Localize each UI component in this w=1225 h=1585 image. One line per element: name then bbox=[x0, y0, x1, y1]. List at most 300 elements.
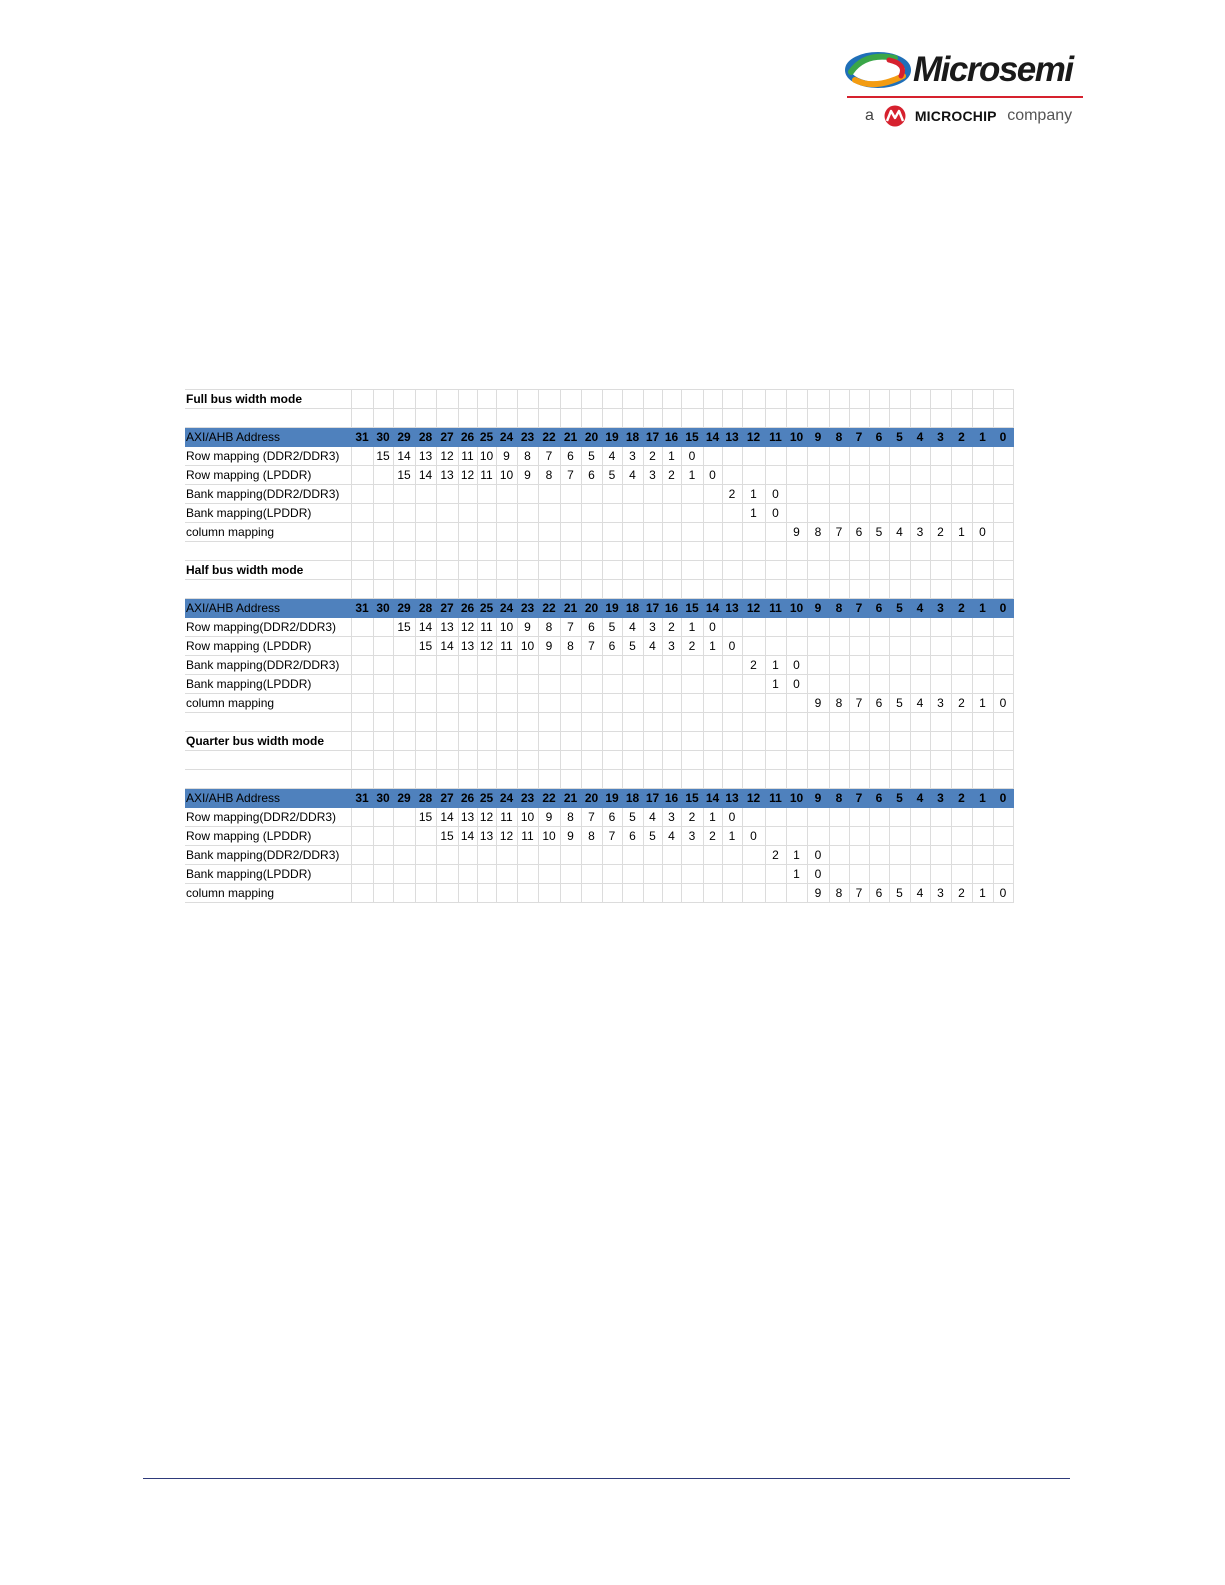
empty-cell bbox=[643, 732, 662, 751]
empty-cell bbox=[351, 770, 373, 789]
empty-cell bbox=[703, 523, 722, 542]
mapping-bit-value: 7 bbox=[581, 808, 602, 827]
empty-cell bbox=[951, 865, 972, 884]
address-bit-header: 30 bbox=[373, 428, 393, 447]
empty-cell bbox=[951, 485, 972, 504]
empty-cell bbox=[643, 751, 662, 770]
empty-cell bbox=[829, 751, 849, 770]
empty-cell bbox=[742, 808, 765, 827]
empty-cell bbox=[458, 770, 477, 789]
empty-cell bbox=[681, 846, 703, 865]
empty-cell bbox=[703, 751, 722, 770]
empty-cell bbox=[393, 751, 415, 770]
empty-cell bbox=[351, 694, 373, 713]
empty-cell bbox=[373, 523, 393, 542]
mapping-row-label: column mapping bbox=[185, 523, 351, 542]
mapping-row-label: Row mapping (LPDDR) bbox=[185, 827, 351, 846]
empty-cell bbox=[849, 656, 869, 675]
empty-cell bbox=[765, 751, 786, 770]
mapping-bit-value: 11 bbox=[496, 808, 517, 827]
empty-cell bbox=[477, 561, 496, 580]
address-bit-header: 1 bbox=[972, 428, 993, 447]
empty-cell bbox=[722, 770, 742, 789]
empty-cell bbox=[458, 542, 477, 561]
empty-cell bbox=[373, 656, 393, 675]
mapping-bit-value: 2 bbox=[662, 618, 681, 637]
empty-cell bbox=[889, 846, 910, 865]
empty-cell bbox=[477, 523, 496, 542]
empty-cell bbox=[496, 390, 517, 409]
mapping-bit-value: 6 bbox=[622, 827, 643, 846]
empty-cell bbox=[930, 580, 951, 599]
empty-cell bbox=[951, 542, 972, 561]
empty-cell bbox=[681, 485, 703, 504]
empty-cell bbox=[889, 580, 910, 599]
mapping-bit-value: 15 bbox=[393, 466, 415, 485]
empty-cell bbox=[869, 770, 889, 789]
empty-cell bbox=[477, 694, 496, 713]
empty-cell bbox=[622, 846, 643, 865]
empty-cell bbox=[581, 865, 602, 884]
mapping-bit-value: 11 bbox=[496, 637, 517, 656]
empty-cell bbox=[351, 580, 373, 599]
empty-cell bbox=[703, 504, 722, 523]
empty-cell bbox=[602, 504, 622, 523]
empty-cell bbox=[849, 770, 869, 789]
mapping-bit-value: 9 bbox=[807, 694, 829, 713]
address-bit-header: 18 bbox=[622, 789, 643, 808]
tagline-company: company bbox=[1007, 107, 1073, 124]
empty-cell bbox=[185, 770, 351, 789]
empty-cell bbox=[930, 713, 951, 732]
empty-cell bbox=[436, 713, 458, 732]
mapping-bit-value: 13 bbox=[415, 447, 436, 466]
mapping-bit-value: 0 bbox=[681, 447, 703, 466]
mapping-row-label: Bank mapping(DDR2/DDR3) bbox=[185, 485, 351, 504]
empty-cell bbox=[765, 447, 786, 466]
mapping-row bbox=[185, 827, 1013, 846]
empty-cell bbox=[436, 485, 458, 504]
address-header-row bbox=[185, 789, 1013, 808]
empty-cell bbox=[560, 694, 581, 713]
mapping-bit-value: 10 bbox=[496, 618, 517, 637]
mapping-row-label: Row mapping (LPDDR) bbox=[185, 637, 351, 656]
empty-cell bbox=[602, 390, 622, 409]
mapping-bit-value: 1 bbox=[972, 884, 993, 903]
empty-cell bbox=[373, 409, 393, 428]
empty-cell bbox=[538, 884, 560, 903]
empty-cell bbox=[765, 542, 786, 561]
address-bit-header: 22 bbox=[538, 599, 560, 618]
empty-cell bbox=[703, 846, 722, 865]
empty-cell bbox=[807, 580, 829, 599]
empty-cell bbox=[703, 694, 722, 713]
empty-cell bbox=[807, 827, 829, 846]
mapping-bit-value: 2 bbox=[742, 656, 765, 675]
empty-cell bbox=[538, 561, 560, 580]
mapping-bit-value: 4 bbox=[602, 447, 622, 466]
empty-cell bbox=[458, 561, 477, 580]
empty-cell bbox=[869, 751, 889, 770]
empty-cell bbox=[602, 884, 622, 903]
empty-cell bbox=[765, 618, 786, 637]
empty-cell bbox=[742, 637, 765, 656]
address-bit-header: 27 bbox=[436, 428, 458, 447]
mapping-bit-value: 8 bbox=[829, 884, 849, 903]
empty-cell bbox=[930, 542, 951, 561]
empty-cell bbox=[560, 409, 581, 428]
empty-cell bbox=[560, 732, 581, 751]
mapping-bit-value: 9 bbox=[517, 618, 538, 637]
empty-cell bbox=[643, 504, 662, 523]
empty-cell bbox=[742, 694, 765, 713]
address-bit-header: 25 bbox=[477, 789, 496, 808]
empty-cell bbox=[972, 827, 993, 846]
empty-cell bbox=[538, 580, 560, 599]
empty-cell bbox=[436, 561, 458, 580]
empty-cell bbox=[829, 656, 849, 675]
blank-row bbox=[185, 542, 1013, 561]
empty-cell bbox=[393, 713, 415, 732]
empty-cell bbox=[869, 504, 889, 523]
address-bit-header: 10 bbox=[786, 789, 807, 808]
empty-cell bbox=[930, 637, 951, 656]
empty-cell bbox=[786, 770, 807, 789]
empty-cell bbox=[722, 580, 742, 599]
mapping-bit-value: 0 bbox=[722, 808, 742, 827]
empty-cell bbox=[458, 485, 477, 504]
empty-cell bbox=[910, 637, 930, 656]
empty-cell bbox=[458, 523, 477, 542]
address-header-label: AXI/AHB Address bbox=[185, 428, 351, 447]
empty-cell bbox=[602, 846, 622, 865]
mapping-bit-value: 8 bbox=[538, 618, 560, 637]
empty-cell bbox=[643, 580, 662, 599]
empty-cell bbox=[849, 390, 869, 409]
empty-cell bbox=[829, 390, 849, 409]
mapping-bit-value: 10 bbox=[517, 808, 538, 827]
empty-cell bbox=[436, 656, 458, 675]
empty-cell bbox=[930, 561, 951, 580]
mapping-bit-value: 9 bbox=[560, 827, 581, 846]
mapping-bit-value: 4 bbox=[622, 466, 643, 485]
empty-cell bbox=[351, 561, 373, 580]
mapping-bit-value: 11 bbox=[517, 827, 538, 846]
empty-cell bbox=[393, 827, 415, 846]
empty-cell bbox=[538, 713, 560, 732]
empty-cell bbox=[951, 656, 972, 675]
empty-cell bbox=[602, 770, 622, 789]
empty-cell bbox=[517, 580, 538, 599]
address-bit-header: 30 bbox=[373, 789, 393, 808]
empty-cell bbox=[742, 390, 765, 409]
empty-cell bbox=[786, 466, 807, 485]
empty-cell bbox=[972, 504, 993, 523]
empty-cell bbox=[496, 675, 517, 694]
empty-cell bbox=[538, 409, 560, 428]
empty-cell bbox=[458, 390, 477, 409]
empty-cell bbox=[581, 580, 602, 599]
mapping-bit-value: 1 bbox=[951, 523, 972, 542]
empty-cell bbox=[681, 542, 703, 561]
empty-cell bbox=[622, 485, 643, 504]
empty-cell bbox=[993, 447, 1013, 466]
empty-cell bbox=[829, 713, 849, 732]
empty-cell bbox=[951, 770, 972, 789]
empty-cell bbox=[436, 770, 458, 789]
empty-cell bbox=[807, 656, 829, 675]
section-title-row bbox=[185, 561, 1013, 580]
mapping-bit-value: 0 bbox=[703, 466, 722, 485]
empty-cell bbox=[602, 409, 622, 428]
empty-cell bbox=[786, 409, 807, 428]
empty-cell bbox=[517, 751, 538, 770]
empty-cell bbox=[807, 713, 829, 732]
mapping-bit-value: 13 bbox=[458, 637, 477, 656]
empty-cell bbox=[786, 732, 807, 751]
empty-cell bbox=[703, 865, 722, 884]
mapping-row bbox=[185, 808, 1013, 827]
empty-cell bbox=[869, 637, 889, 656]
mapping-bit-value: 7 bbox=[829, 523, 849, 542]
empty-cell bbox=[538, 865, 560, 884]
empty-cell bbox=[765, 580, 786, 599]
empty-cell bbox=[351, 504, 373, 523]
empty-cell bbox=[930, 732, 951, 751]
empty-cell bbox=[869, 713, 889, 732]
empty-cell bbox=[807, 390, 829, 409]
mapping-bit-value: 2 bbox=[643, 447, 662, 466]
address-bit-header: 12 bbox=[742, 599, 765, 618]
empty-cell bbox=[351, 675, 373, 694]
empty-cell bbox=[681, 694, 703, 713]
empty-cell bbox=[560, 485, 581, 504]
empty-cell bbox=[662, 675, 681, 694]
mapping-row-label: Bank mapping(LPDDR) bbox=[185, 865, 351, 884]
empty-cell bbox=[786, 827, 807, 846]
empty-cell bbox=[807, 751, 829, 770]
mapping-row bbox=[185, 846, 1013, 865]
empty-cell bbox=[951, 732, 972, 751]
address-bit-header: 23 bbox=[517, 599, 538, 618]
empty-cell bbox=[393, 542, 415, 561]
empty-cell bbox=[807, 637, 829, 656]
mapping-bit-value: 1 bbox=[703, 808, 722, 827]
empty-cell bbox=[930, 770, 951, 789]
empty-cell bbox=[517, 865, 538, 884]
empty-cell bbox=[496, 884, 517, 903]
empty-cell bbox=[185, 409, 351, 428]
empty-cell bbox=[930, 390, 951, 409]
empty-cell bbox=[786, 637, 807, 656]
mapping-bit-value: 14 bbox=[415, 618, 436, 637]
address-bit-header: 17 bbox=[643, 428, 662, 447]
empty-cell bbox=[538, 846, 560, 865]
mapping-row bbox=[185, 637, 1013, 656]
mapping-bit-value: 10 bbox=[496, 466, 517, 485]
mapping-bit-value: 4 bbox=[889, 523, 910, 542]
empty-cell bbox=[910, 542, 930, 561]
empty-cell bbox=[496, 865, 517, 884]
empty-cell bbox=[662, 485, 681, 504]
address-bit-header: 14 bbox=[703, 599, 722, 618]
empty-cell bbox=[477, 865, 496, 884]
address-bit-header: 3 bbox=[930, 789, 951, 808]
mapping-bit-value: 1 bbox=[765, 656, 786, 675]
address-bit-header: 27 bbox=[436, 599, 458, 618]
empty-cell bbox=[458, 694, 477, 713]
empty-cell bbox=[786, 884, 807, 903]
mapping-bit-value: 11 bbox=[477, 466, 496, 485]
address-bit-header: 17 bbox=[643, 599, 662, 618]
empty-cell bbox=[477, 675, 496, 694]
empty-cell bbox=[477, 580, 496, 599]
empty-cell bbox=[722, 523, 742, 542]
mapping-bit-value: 1 bbox=[972, 694, 993, 713]
empty-cell bbox=[581, 770, 602, 789]
empty-cell bbox=[351, 751, 373, 770]
empty-cell bbox=[849, 618, 869, 637]
empty-cell bbox=[458, 504, 477, 523]
mapping-bit-value: 6 bbox=[560, 447, 581, 466]
empty-cell bbox=[910, 390, 930, 409]
empty-cell bbox=[765, 770, 786, 789]
address-bit-header: 29 bbox=[393, 599, 415, 618]
empty-cell bbox=[910, 447, 930, 466]
empty-cell bbox=[185, 580, 351, 599]
empty-cell bbox=[415, 485, 436, 504]
empty-cell bbox=[807, 485, 829, 504]
empty-cell bbox=[930, 656, 951, 675]
address-bit-header: 2 bbox=[951, 599, 972, 618]
empty-cell bbox=[930, 447, 951, 466]
mapping-bit-value: 4 bbox=[910, 694, 930, 713]
empty-cell bbox=[581, 751, 602, 770]
empty-cell bbox=[869, 618, 889, 637]
mapping-bit-value: 3 bbox=[662, 637, 681, 656]
empty-cell bbox=[351, 409, 373, 428]
mapping-bit-value: 6 bbox=[869, 884, 889, 903]
empty-cell bbox=[972, 770, 993, 789]
empty-cell bbox=[436, 523, 458, 542]
empty-cell bbox=[722, 751, 742, 770]
empty-cell bbox=[742, 846, 765, 865]
address-bit-header: 5 bbox=[889, 789, 910, 808]
empty-cell bbox=[436, 675, 458, 694]
empty-cell bbox=[662, 656, 681, 675]
mapping-bit-value: 3 bbox=[622, 447, 643, 466]
empty-cell bbox=[185, 713, 351, 732]
empty-cell bbox=[742, 618, 765, 637]
empty-cell bbox=[930, 618, 951, 637]
empty-cell bbox=[889, 637, 910, 656]
empty-cell bbox=[351, 485, 373, 504]
empty-cell bbox=[951, 466, 972, 485]
empty-cell bbox=[436, 732, 458, 751]
address-bit-header: 4 bbox=[910, 599, 930, 618]
empty-cell bbox=[993, 523, 1013, 542]
empty-cell bbox=[829, 637, 849, 656]
empty-cell bbox=[496, 846, 517, 865]
empty-cell bbox=[993, 865, 1013, 884]
empty-cell bbox=[496, 751, 517, 770]
empty-cell bbox=[602, 580, 622, 599]
empty-cell bbox=[742, 561, 765, 580]
empty-cell bbox=[807, 542, 829, 561]
empty-cell bbox=[951, 580, 972, 599]
address-bit-header: 12 bbox=[742, 789, 765, 808]
mapping-bit-value: 3 bbox=[681, 827, 703, 846]
address-bit-header: 31 bbox=[351, 599, 373, 618]
blank-row bbox=[185, 713, 1013, 732]
empty-cell bbox=[602, 542, 622, 561]
empty-cell bbox=[681, 504, 703, 523]
empty-cell bbox=[849, 751, 869, 770]
mapping-bit-value: 0 bbox=[993, 694, 1013, 713]
mapping-bit-value: 6 bbox=[602, 808, 622, 827]
empty-cell bbox=[910, 713, 930, 732]
empty-cell bbox=[829, 485, 849, 504]
empty-cell bbox=[889, 675, 910, 694]
empty-cell bbox=[972, 485, 993, 504]
empty-cell bbox=[972, 808, 993, 827]
empty-cell bbox=[829, 504, 849, 523]
empty-cell bbox=[786, 561, 807, 580]
empty-cell bbox=[910, 751, 930, 770]
address-bit-header: 7 bbox=[849, 789, 869, 808]
mapping-bit-value: 4 bbox=[622, 618, 643, 637]
empty-cell bbox=[869, 466, 889, 485]
empty-cell bbox=[436, 390, 458, 409]
mapping-bit-value: 8 bbox=[560, 637, 581, 656]
empty-cell bbox=[436, 884, 458, 903]
address-bit-header: 3 bbox=[930, 428, 951, 447]
empty-cell bbox=[849, 675, 869, 694]
mapping-bit-value: 8 bbox=[517, 447, 538, 466]
empty-cell bbox=[496, 770, 517, 789]
empty-cell bbox=[496, 561, 517, 580]
empty-cell bbox=[415, 675, 436, 694]
empty-cell bbox=[458, 675, 477, 694]
empty-cell bbox=[951, 751, 972, 770]
empty-cell bbox=[786, 485, 807, 504]
blank-row bbox=[185, 580, 1013, 599]
empty-cell bbox=[622, 751, 643, 770]
empty-cell bbox=[373, 884, 393, 903]
empty-cell bbox=[393, 485, 415, 504]
empty-cell bbox=[458, 846, 477, 865]
empty-cell bbox=[517, 409, 538, 428]
empty-cell bbox=[889, 656, 910, 675]
section-title: Half bus width mode bbox=[185, 561, 351, 580]
empty-cell bbox=[517, 656, 538, 675]
empty-cell bbox=[662, 865, 681, 884]
empty-cell bbox=[703, 675, 722, 694]
mapping-bit-value: 15 bbox=[415, 637, 436, 656]
mapping-row bbox=[185, 694, 1013, 713]
empty-cell bbox=[351, 808, 373, 827]
empty-cell bbox=[185, 751, 351, 770]
empty-cell bbox=[869, 485, 889, 504]
empty-cell bbox=[415, 827, 436, 846]
empty-cell bbox=[662, 770, 681, 789]
empty-cell bbox=[807, 561, 829, 580]
mapping-bit-value: 7 bbox=[602, 827, 622, 846]
address-bit-header: 3 bbox=[930, 599, 951, 618]
mapping-bit-value: 0 bbox=[786, 675, 807, 694]
empty-cell bbox=[681, 751, 703, 770]
mapping-bit-value: 5 bbox=[581, 447, 602, 466]
